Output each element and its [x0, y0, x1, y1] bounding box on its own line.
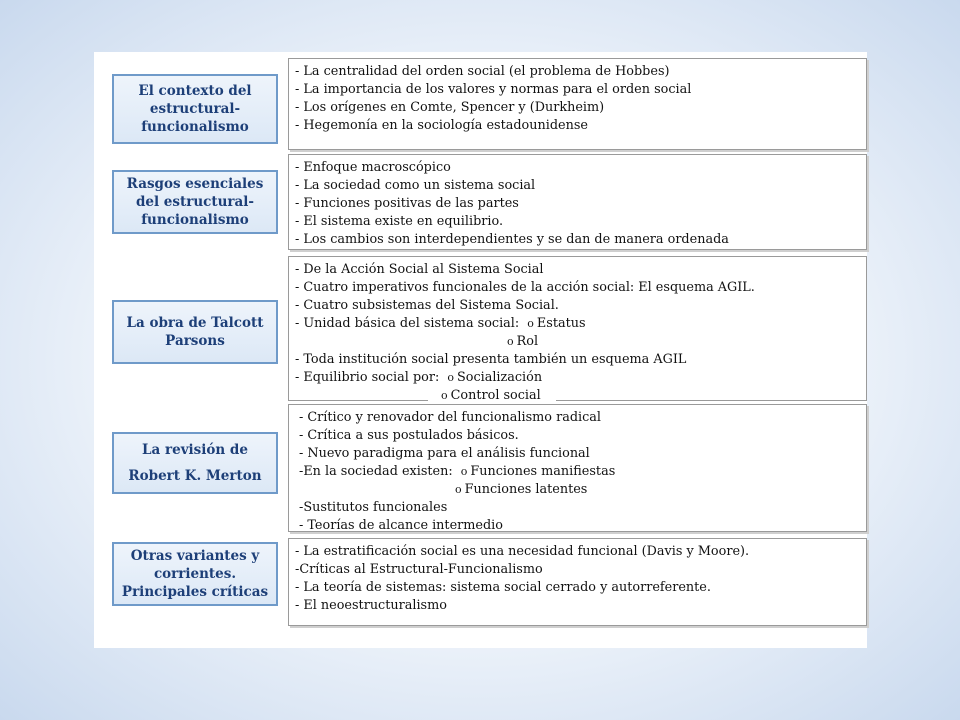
content-otras: [288, 538, 867, 626]
label-merton-line: La revisión de: [142, 442, 248, 458]
list-item: - Crítica a sus postulados básicos.: [299, 428, 519, 443]
content-parsons: [288, 256, 867, 403]
list-item: - La estratificación social es una necesidad funcional (Davis y Moore).: [295, 544, 750, 559]
list-item: -Críticas al Estructural-Funcionalismo: [295, 562, 543, 577]
list-item: - Los orígenes en Comte, Spencer y (Durkheim): [295, 100, 605, 115]
circle-bullet-icon: o: [527, 317, 534, 330]
circle-bullet-icon: o: [507, 335, 514, 348]
list-item-text: - Equilibrio social por:: [295, 370, 440, 385]
sub-item: o Estatus: [527, 316, 586, 331]
circle-bullet-icon: o: [441, 389, 448, 402]
label-otras: Otras variantes y corrientes. Principales críticas: [112, 542, 278, 606]
list-item: [295, 369, 860, 387]
list-item: - Teorías de alcance intermedio: [299, 518, 503, 533]
divider: [556, 400, 867, 401]
list-item: [295, 333, 860, 351]
list-item: - Los cambios son interdependientes y se dan de manera ordenada: [295, 232, 729, 247]
list-item-text: -En la sociedad existen:: [299, 464, 453, 479]
list-item: - Nuevo paradigma para el análisis funcional: [299, 446, 590, 461]
list-item: [295, 387, 860, 405]
label-contexto: El contexto del estructural- funcionalismo: [112, 74, 278, 144]
sub-item: o Rol: [507, 334, 539, 349]
circle-bullet-icon: o: [460, 465, 468, 478]
list-item: - La teoría de sistemas: sistema social cerrado y autorreferente.: [295, 580, 711, 595]
sub-item: o Funciones manifiestas: [460, 464, 616, 479]
circle-bullet-icon: o: [447, 371, 454, 384]
list-item: - El sistema existe en equilibrio.: [295, 214, 504, 229]
list-item: - La sociedad como un sistema social: [295, 178, 536, 193]
sub-item: o Control social: [441, 388, 541, 403]
list-item: [299, 463, 860, 481]
list-item: [295, 315, 860, 333]
list-item: - Cuatro imperativos funcionales de la acción social: El esquema AGIL.: [295, 280, 755, 295]
content-rasgos: [288, 154, 867, 250]
sub-item: o Funciones latentes: [455, 482, 588, 497]
list-item: - De la Acción Social al Sistema Social: [295, 262, 544, 277]
list-item: - El neoestructuralismo: [295, 598, 447, 613]
list-item: [299, 481, 860, 499]
list-item: - Hegemonía en la sociología estadounidense: [295, 118, 588, 133]
label-merton-line: Robert K. Merton: [128, 468, 262, 484]
list-item: - Toda institución social presenta también un esquema AGIL: [295, 352, 687, 367]
list-item: -Sustitutos funcionales: [299, 500, 448, 515]
label-parsons: La obra de Talcott Parsons: [112, 300, 278, 364]
content-contexto: [288, 58, 867, 150]
sub-item: o Socialización: [447, 370, 543, 385]
list-item: - Funciones positivas de las partes: [295, 196, 519, 211]
list-item: - Cuatro subsistemas del Sistema Social.: [295, 298, 559, 313]
circle-bullet-icon: o: [455, 483, 462, 496]
list-item: - Crítico y renovador del funcionalismo radical: [299, 410, 602, 425]
content-merton: [288, 404, 867, 532]
list-item: - Enfoque macroscópico: [295, 160, 451, 175]
list-item: - La centralidad del orden social (el problema de Hobbes): [295, 64, 670, 79]
label-rasgos: Rasgos esenciales del estructural- funcionalismo: [112, 170, 278, 234]
list-item-text: - Unidad básica del sistema social:: [295, 316, 520, 331]
slide-panel: [94, 52, 867, 648]
divider: [288, 400, 428, 401]
label-merton: [112, 432, 278, 494]
list-item: - La importancia de los valores y normas para el orden social: [295, 82, 692, 97]
